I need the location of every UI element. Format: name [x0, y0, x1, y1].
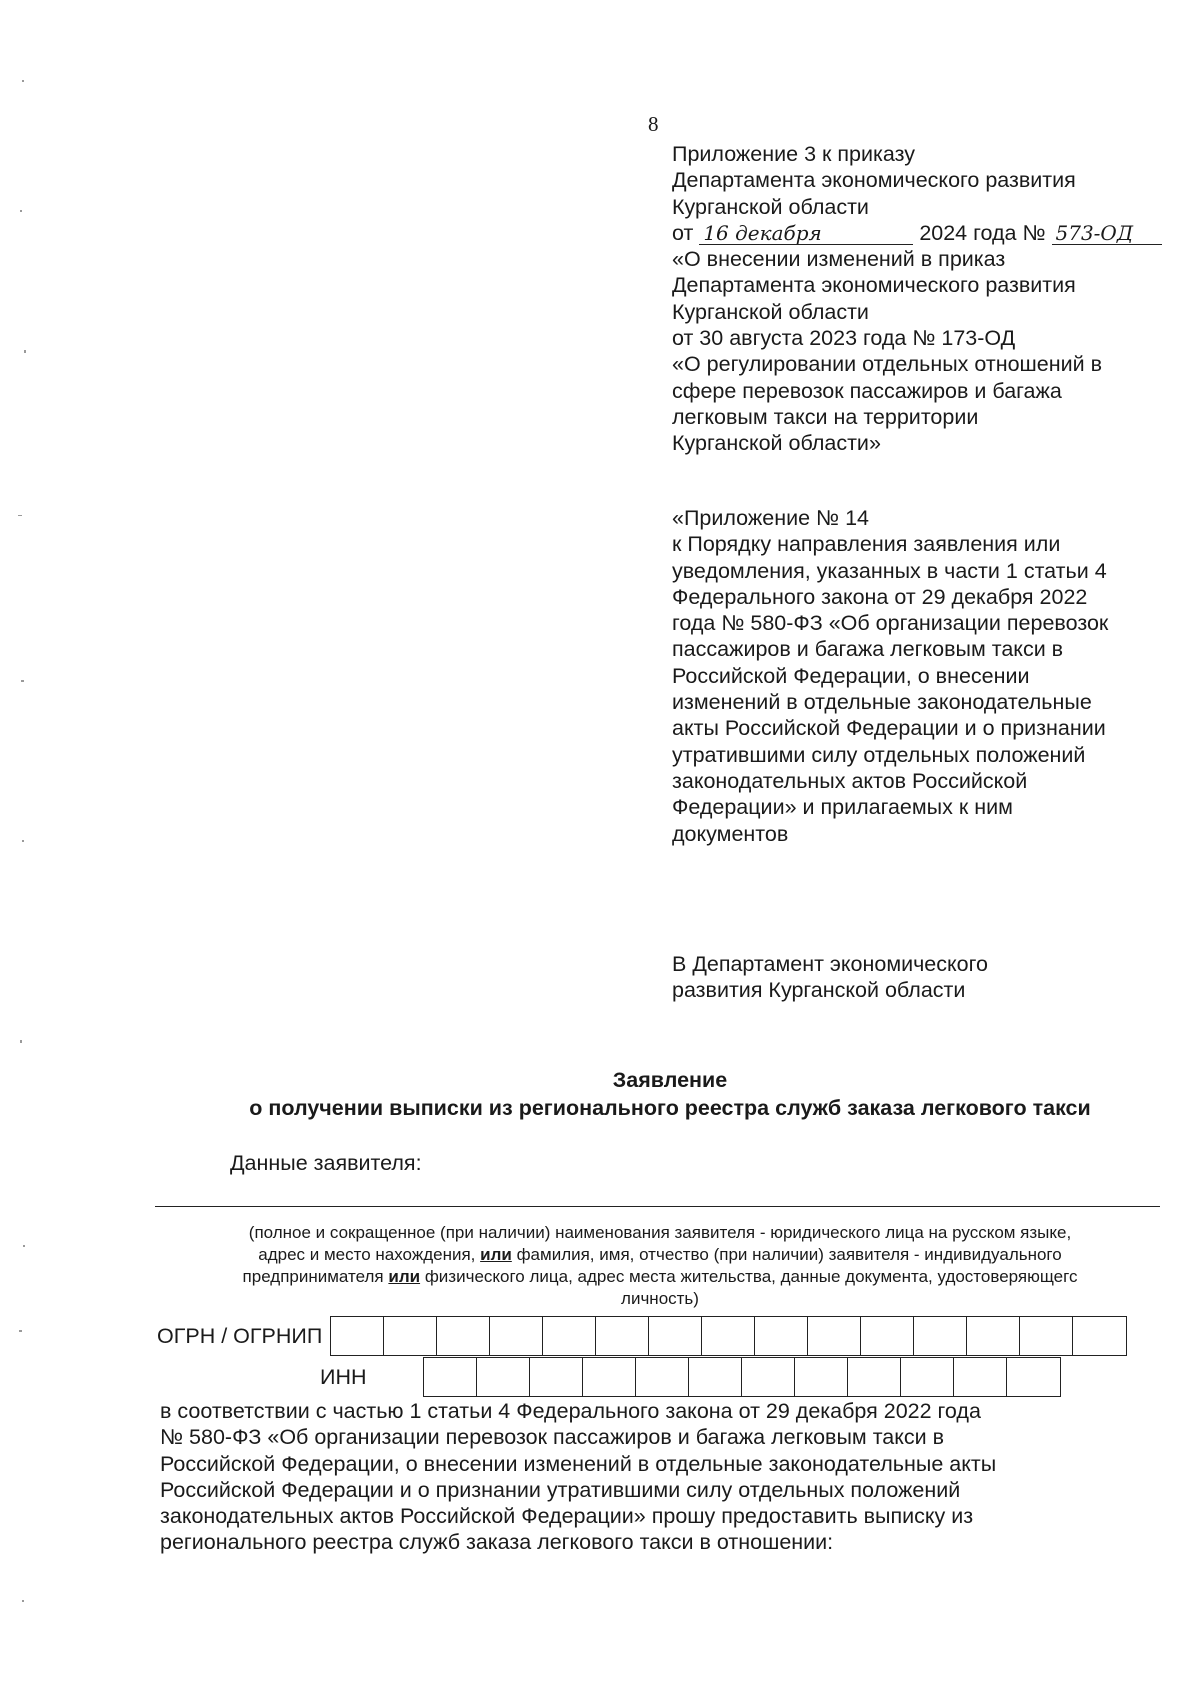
addressee-line: развития Курганской области [672, 978, 966, 1003]
paragraph-line: законодательных актов Российской Федерации» прошу предоставить выписку из [160, 1504, 974, 1529]
inn-digit-cell[interactable] [954, 1358, 1007, 1396]
ogrn-digit-cell[interactable] [331, 1317, 384, 1355]
handwritten-order-number: 573-ОД [1052, 222, 1162, 245]
ogrn-row [157, 1316, 1127, 1356]
ogrn-digit-cell[interactable] [1073, 1317, 1126, 1355]
inn-digit-cell[interactable] [424, 1358, 477, 1396]
inn-digit-cell[interactable] [636, 1358, 689, 1396]
document-title: Заявление [612, 1068, 728, 1092]
ogrn-digit-cell[interactable] [755, 1317, 808, 1355]
annex-line: утратившими силу отдельных положений [672, 742, 1086, 767]
ogrn-digit-cell[interactable] [437, 1317, 490, 1355]
document-subtitle: о получении выписки из регионального реестра служб заказа легкового такси [249, 1096, 1091, 1120]
hint-or-emphasis: или [480, 1245, 512, 1264]
hint-text: предпринимателя [242, 1267, 384, 1286]
applicant-data-label: Данные заявителя: [230, 1151, 422, 1175]
inn-digit-cell[interactable] [742, 1358, 795, 1396]
ogrn-cells [330, 1316, 1127, 1356]
approval-line: Департамента экономического развития [672, 168, 1076, 193]
approval-line: Курганской области [672, 194, 869, 219]
annex-line: Федерального закона от 29 декабря 2022 [672, 584, 1088, 609]
annex-line: к Порядку направления заявления или [672, 532, 1061, 557]
inn-cells [423, 1357, 1061, 1397]
paragraph-line: в соответствии с частью 1 статьи 4 Федерального закона от 29 декабря 2022 года [160, 1399, 981, 1423]
inn-digit-cell[interactable] [795, 1358, 848, 1396]
inn-label: ИНН [320, 1364, 367, 1389]
paragraph-line: регионального реестра служб заказа легкового такси в отношении: [160, 1530, 834, 1555]
ogrn-digit-cell[interactable] [702, 1317, 755, 1355]
ogrn-digit-cell[interactable] [1020, 1317, 1073, 1355]
ogrn-label: ОГРН / ОГРНИП [157, 1323, 323, 1348]
ogrn-digit-cell[interactable] [914, 1317, 967, 1355]
annex-line: Российской Федерации, о внесении [672, 663, 1030, 688]
applicant-data-field-line[interactable] [155, 1206, 1160, 1207]
addressee-line: В Департамент экономического [672, 952, 988, 976]
paragraph-line: Российской Федерации, о внесении изменений в отдельные законодательные акты [160, 1451, 997, 1476]
approval-line: легковым такси на территории [672, 404, 979, 429]
hint-line [155, 1266, 1165, 1288]
approval-line: Курганской области» [672, 431, 881, 456]
annex-block [672, 505, 1192, 847]
inn-digit-cell[interactable] [530, 1358, 583, 1396]
approval-date-line [672, 220, 1192, 246]
annex-line: Федерации» и прилагаемых к ним [672, 795, 1013, 820]
inn-digit-cell[interactable] [583, 1358, 636, 1396]
request-paragraph [160, 1398, 1180, 1556]
approval-line: Департамента экономического развития [672, 273, 1076, 298]
inn-digit-cell[interactable] [477, 1358, 530, 1396]
handwritten-date: 16 декабря [699, 222, 913, 245]
approval-line: от 30 августа 2023 года № 173-ОД [672, 326, 1016, 351]
ogrn-digit-cell[interactable] [649, 1317, 702, 1355]
inn-digit-cell[interactable] [689, 1358, 742, 1396]
applicant-field-hint [155, 1222, 1165, 1310]
hint-text: адрес и место нахождения, [258, 1245, 476, 1264]
inn-row [320, 1357, 1061, 1397]
annex-line: года № 580-ФЗ «Об организации перевозок [672, 611, 1109, 636]
approval-line: Курганской области [672, 299, 869, 324]
hint-or-emphasis: или [388, 1267, 421, 1286]
hint-line: (полное и сокращенное (при наличии) наименования заявителя - юридического лица на русском языке, [248, 1223, 1072, 1242]
page-number: 8 [648, 112, 659, 136]
approval-line: Приложение 3 к приказу [672, 142, 915, 166]
year-text: 2024 года № [919, 220, 1046, 245]
ogrn-digit-cell[interactable] [808, 1317, 861, 1355]
approval-line: «О внесении изменений в приказ [672, 247, 1006, 272]
annex-line: акты Российской Федерации и о признании [672, 716, 1106, 741]
approval-line: сфере перевозок пассажиров и багажа [672, 378, 1062, 403]
annex-line: уведомления, указанных в части 1 статьи 4 [672, 558, 1107, 583]
ogrn-digit-cell[interactable] [490, 1317, 543, 1355]
paragraph-line: № 580-ФЗ «Об организации перевозок пассажиров и багажа легковым такси в [160, 1425, 945, 1450]
ogrn-digit-cell[interactable] [543, 1317, 596, 1355]
ogrn-digit-cell[interactable] [861, 1317, 914, 1355]
annex-line: пассажиров и багажа легковым такси в [672, 637, 1064, 662]
hint-text: физического лица, адрес места жительства, данные документа, удостоверяющегс [424, 1267, 1078, 1286]
ogrn-digit-cell[interactable] [384, 1317, 437, 1355]
ogrn-digit-cell[interactable] [596, 1317, 649, 1355]
scan-noise [18, 80, 26, 1602]
inn-digit-cell[interactable] [1007, 1358, 1060, 1396]
annex-line: документов [672, 821, 789, 846]
inn-digit-cell[interactable] [901, 1358, 954, 1396]
annex-line: изменений в отдельные законодательные [672, 690, 1092, 715]
approval-line: «О регулировании отдельных отношений в [672, 352, 1103, 377]
annex-line: «Приложение № 14 [672, 506, 869, 530]
hint-text: фамилия, имя, отчество (при наличии) заявителя - индивидуального [516, 1245, 1062, 1264]
ogrn-digit-cell[interactable] [967, 1317, 1020, 1355]
addressee-block [672, 951, 1192, 1004]
annex-line: законодательных актов Российской [672, 768, 1028, 793]
approval-block [672, 141, 1192, 457]
paragraph-line: Российской Федерации и о признании утратившими силу отдельных положений [160, 1477, 961, 1502]
inn-digit-cell[interactable] [848, 1358, 901, 1396]
hint-line: личность) [621, 1289, 699, 1308]
scan-edge-marks [0, 0, 40, 1697]
date-prefix: от [672, 220, 694, 245]
hint-line [155, 1244, 1165, 1266]
